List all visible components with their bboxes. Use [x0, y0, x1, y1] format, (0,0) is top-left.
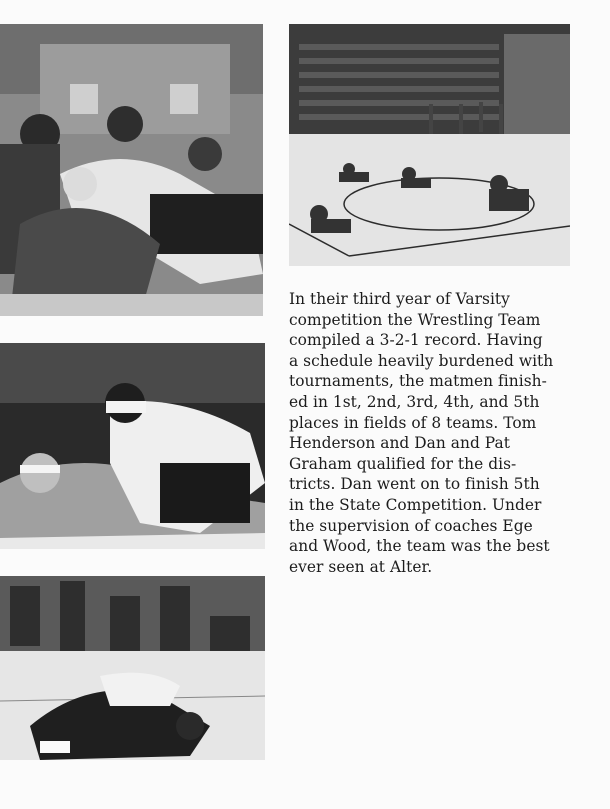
- photo-wrestlers-grappling: [0, 24, 263, 316]
- photo-wrestler-takedown: [0, 343, 265, 549]
- story-text: In their third year of Varsity competition the Wrestling Team compiled a 3-2-1 record. Having a schedule heavily burdened with tournaments, the matmen finish- ed in 1st, 2nd, 3rd, 4th, and 5th places in fields of 8 teams. Tom Henderson and Dan and Pat Graham qualified for the dis- tricts. Dan went on to finish 5th in the State Competition. Under the supervision of coaches Ege and Wood, the team was the best ever seen at Alter.: [289, 290, 554, 576]
- photo-team-warmup-gym: [289, 24, 570, 266]
- photo-wrestlers-on-mat: [0, 576, 265, 760]
